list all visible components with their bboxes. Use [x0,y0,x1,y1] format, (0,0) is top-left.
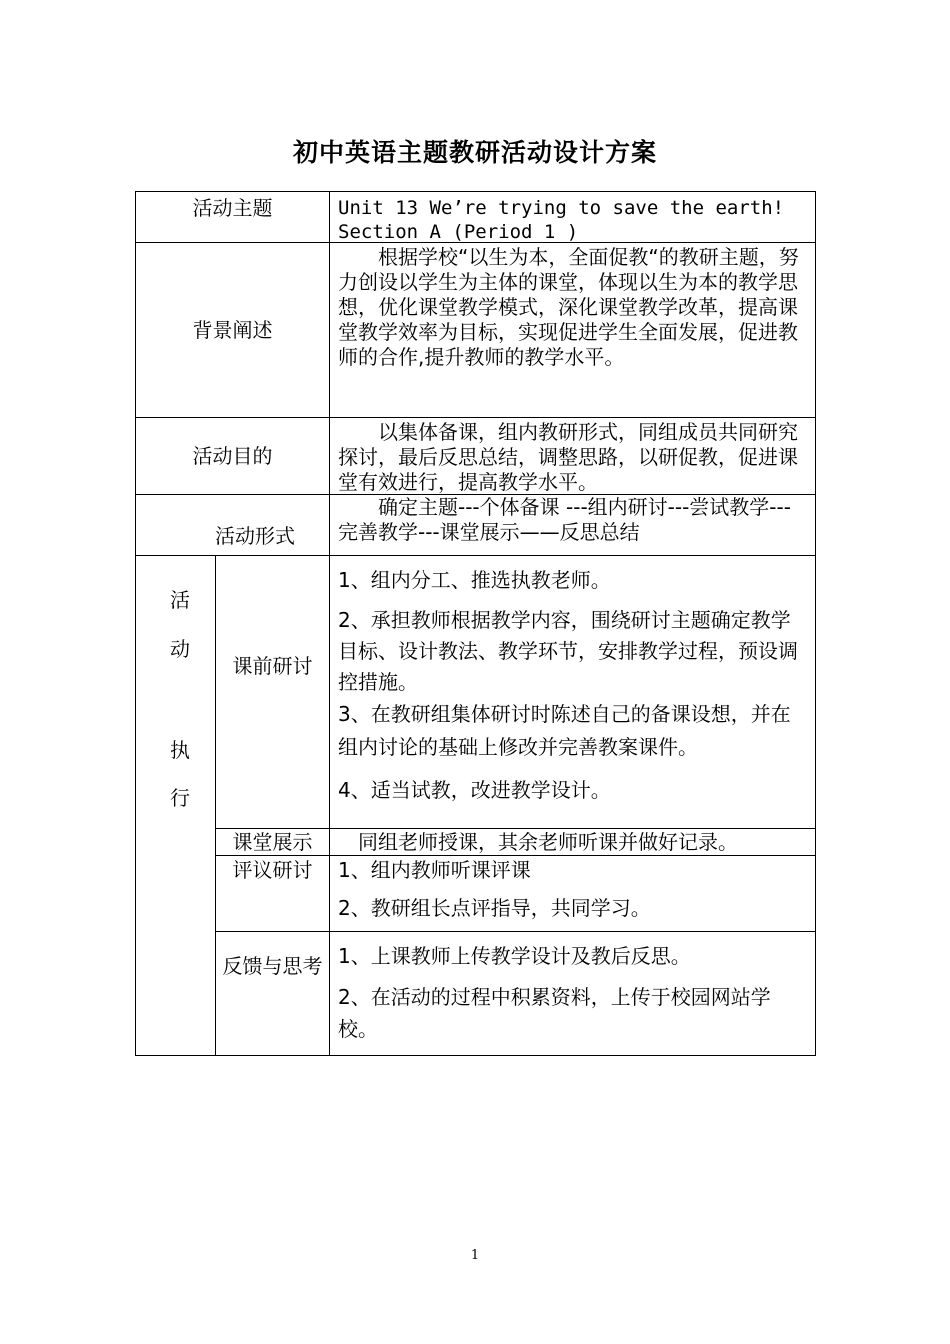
feedback-item-1: 1、上课教师上传教学设计及教后反思。 [338,944,691,968]
execution-char-4: 行 [170,786,190,810]
show-text: 同组老师授课，其余老师听课并做好记录。 [338,830,738,854]
form-label-cell [135,494,330,556]
pre-item-2: 2、承担教师根据教学内容，围绕研讨主题确定教学目标、设计教法、教学环节，安排教学过程，预设调控措施。 [338,608,798,694]
form-label: 活动形式 [215,524,295,548]
purpose-label-cell [135,417,330,495]
purpose-text: 以集体备课，组内教研形式，同组成员共同研究探讨，最后反思总结，调整思路，以研促教，促进课堂有效进行，提高教学水平。 [338,420,798,494]
pre-item-1: 1、组内分工、推选执教老师。 [338,568,611,592]
purpose-value-cell [329,417,816,495]
execution-char-1: 活 [170,588,190,612]
show-label-cell [215,828,330,856]
show-label: 课堂展示 [232,829,313,854]
form-text: 确定主题---个体备课 ---组内研讨---尝试教学---完善教学---课堂展示——反思总结 [338,495,791,544]
purpose-label: 活动目的 [192,443,273,468]
review-value-cell [329,855,816,932]
feedback-value-cell [329,931,816,1056]
feedback-item-2: 2、在活动的过程中积累资料，上传于校园网站学校。 [338,985,771,1041]
feedback-label-cell [215,931,330,1056]
theme-label: 活动主题 [192,196,273,220]
theme-label-cell [135,191,330,243]
background-text: 根据学校“以生为本，全面促教“的教研主题，努力创设以学生为主体的课堂，体现以生为本的教学思想，优化课堂教学模式，深化课堂教学改革，提高课堂教学效率为目标，实现促进学生全面发展，促进教师的合作,提升教师的教学水平。 [338,245,799,369]
pre-label: 课前研讨 [232,654,313,678]
background-label-cell [135,242,330,418]
theme-value-cell [329,191,816,243]
execution-char-3: 执 [170,738,190,762]
pre-value-cell [329,555,816,829]
execution-char-2: 动 [170,637,190,661]
review-item-1: 1、组内教师听课评课 [338,858,531,882]
review-label: 评议研讨 [232,858,313,882]
background-label: 背景阐述 [192,317,273,342]
background-value-cell [329,242,816,418]
page-number: 1 [470,1248,480,1263]
pre-item-4: 4、适当试教，改进教学设计。 [338,778,611,802]
pre-item-3: 3、在教研组集体研讨时陈述自己的备课设想，并在组内讨论的基础上修改并完善教案课件。 [338,702,791,759]
pre-label-cell [215,555,330,829]
review-item-2: 2、教研组长点评指导，共同学习。 [338,896,651,920]
form-value-cell [329,494,816,556]
theme-line-1: Unit 13 We’re trying to save the earth! [338,197,785,219]
review-label-cell [215,855,330,932]
show-value-cell [329,828,816,856]
theme-line-2: Section A (Period 1 ) [338,221,579,243]
feedback-label: 反馈与思考 [222,954,323,978]
page-title: 初中英语主题教研活动设计方案 [292,138,657,167]
